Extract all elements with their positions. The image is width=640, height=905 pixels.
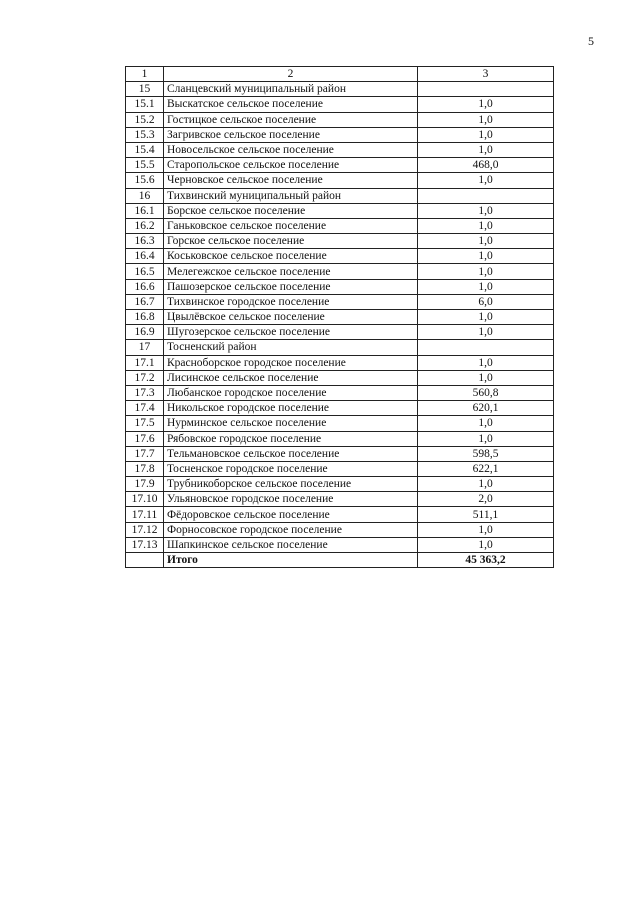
table-row bbox=[126, 127, 554, 142]
row-number: 17.11 bbox=[126, 507, 164, 522]
row-number: 15.6 bbox=[126, 173, 164, 188]
row-name: Горское сельское поселение bbox=[164, 234, 418, 249]
row-number: 16.1 bbox=[126, 203, 164, 218]
row-number: 15.2 bbox=[126, 112, 164, 127]
table-row bbox=[126, 446, 554, 461]
row-value: 511,1 bbox=[418, 507, 554, 522]
row-value: 1,0 bbox=[418, 249, 554, 264]
row-name: Красноборское городское поселение bbox=[164, 355, 418, 370]
total-row bbox=[126, 553, 554, 568]
row-value: 622,1 bbox=[418, 461, 554, 476]
row-number: 17.1 bbox=[126, 355, 164, 370]
row-value: 6,0 bbox=[418, 294, 554, 309]
row-value: 1,0 bbox=[418, 416, 554, 431]
table-row bbox=[126, 461, 554, 476]
table-header-row bbox=[126, 67, 554, 82]
row-name: Гостицкое сельское поселение bbox=[164, 112, 418, 127]
row-name: Лисинское сельское поселение bbox=[164, 370, 418, 385]
row-value: 560,8 bbox=[418, 385, 554, 400]
table-body bbox=[126, 67, 554, 568]
row-value: 1,0 bbox=[418, 537, 554, 552]
row-number: 16.8 bbox=[126, 310, 164, 325]
table-row bbox=[126, 355, 554, 370]
row-number: 17.7 bbox=[126, 446, 164, 461]
row-value: 1,0 bbox=[418, 522, 554, 537]
table-row bbox=[126, 310, 554, 325]
row-name: Черновское сельское поселение bbox=[164, 173, 418, 188]
row-number: 17.5 bbox=[126, 416, 164, 431]
row-name: Старопольское сельское поселение bbox=[164, 158, 418, 173]
table-row bbox=[126, 264, 554, 279]
row-value bbox=[418, 82, 554, 97]
row-number: 17.9 bbox=[126, 477, 164, 492]
row-value: 1,0 bbox=[418, 310, 554, 325]
row-number: 16.2 bbox=[126, 218, 164, 233]
table-row bbox=[126, 249, 554, 264]
allocation-table bbox=[125, 66, 554, 568]
row-value: 1,0 bbox=[418, 203, 554, 218]
table-row bbox=[126, 97, 554, 112]
table-row bbox=[126, 218, 554, 233]
total-number bbox=[126, 553, 164, 568]
row-number: 16.7 bbox=[126, 294, 164, 309]
row-name: Борское сельское поселение bbox=[164, 203, 418, 218]
row-number: 16.5 bbox=[126, 264, 164, 279]
row-value: 1,0 bbox=[418, 325, 554, 340]
page-number: 5 bbox=[588, 34, 594, 48]
row-value: 1,0 bbox=[418, 431, 554, 446]
row-name: Нурминское сельское поселение bbox=[164, 416, 418, 431]
row-name: Тосненское городское поселение bbox=[164, 461, 418, 476]
row-name: Любанское городское поселение bbox=[164, 385, 418, 400]
table-row bbox=[126, 325, 554, 340]
row-value: 598,5 bbox=[418, 446, 554, 461]
row-value: 1,0 bbox=[418, 279, 554, 294]
row-name: Пашозерское сельское поселение bbox=[164, 279, 418, 294]
row-number: 16 bbox=[126, 188, 164, 203]
row-name: Фёдоровское сельское поселение bbox=[164, 507, 418, 522]
column-header-2: 2 bbox=[164, 67, 418, 82]
row-value: 1,0 bbox=[418, 264, 554, 279]
row-number: 17.2 bbox=[126, 370, 164, 385]
row-number: 16.6 bbox=[126, 279, 164, 294]
total-value: 45 363,2 bbox=[418, 553, 554, 568]
row-value: 1,0 bbox=[418, 477, 554, 492]
table-row bbox=[126, 340, 554, 355]
table-row bbox=[126, 401, 554, 416]
table-row bbox=[126, 203, 554, 218]
row-name: Шапкинское сельское поселение bbox=[164, 537, 418, 552]
table-row bbox=[126, 537, 554, 552]
row-value: 1,0 bbox=[418, 218, 554, 233]
table-row bbox=[126, 507, 554, 522]
row-name: Новосельское сельское поселение bbox=[164, 142, 418, 157]
total-label: Итого bbox=[164, 553, 418, 568]
row-number: 15.1 bbox=[126, 97, 164, 112]
table-row bbox=[126, 188, 554, 203]
row-name: Трубникоборское сельское поселение bbox=[164, 477, 418, 492]
table-row bbox=[126, 492, 554, 507]
row-number: 16.3 bbox=[126, 234, 164, 249]
table-row bbox=[126, 173, 554, 188]
row-number: 17.4 bbox=[126, 401, 164, 416]
table-row bbox=[126, 82, 554, 97]
row-value bbox=[418, 340, 554, 355]
row-number: 15.3 bbox=[126, 127, 164, 142]
table-row bbox=[126, 477, 554, 492]
row-name: Коськовское сельское поселение bbox=[164, 249, 418, 264]
row-value: 1,0 bbox=[418, 234, 554, 249]
row-name: Тихвинский муниципальный район bbox=[164, 188, 418, 203]
row-name: Ганьковское сельское поселение bbox=[164, 218, 418, 233]
row-number: 17.6 bbox=[126, 431, 164, 446]
row-name: Выскатское сельское поселение bbox=[164, 97, 418, 112]
row-value: 620,1 bbox=[418, 401, 554, 416]
row-value: 468,0 bbox=[418, 158, 554, 173]
table-row bbox=[126, 234, 554, 249]
row-value: 1,0 bbox=[418, 370, 554, 385]
row-name: Цвылёвское сельское поселение bbox=[164, 310, 418, 325]
table-row bbox=[126, 158, 554, 173]
row-value: 1,0 bbox=[418, 127, 554, 142]
row-name: Мелегежское сельское поселение bbox=[164, 264, 418, 279]
column-header-3: 3 bbox=[418, 67, 554, 82]
table-row bbox=[126, 142, 554, 157]
row-number: 17.8 bbox=[126, 461, 164, 476]
row-name: Шугозерское сельское поселение bbox=[164, 325, 418, 340]
row-number: 17 bbox=[126, 340, 164, 355]
table-row bbox=[126, 294, 554, 309]
row-name: Никольское городское поселение bbox=[164, 401, 418, 416]
row-number: 17.12 bbox=[126, 522, 164, 537]
table-row bbox=[126, 279, 554, 294]
row-name: Тосненский район bbox=[164, 340, 418, 355]
row-number: 15.5 bbox=[126, 158, 164, 173]
row-value: 2,0 bbox=[418, 492, 554, 507]
row-number: 16.4 bbox=[126, 249, 164, 264]
row-name: Форносовское городское поселение bbox=[164, 522, 418, 537]
row-value bbox=[418, 188, 554, 203]
table-row bbox=[126, 385, 554, 400]
row-name: Тельмановское сельское поселение bbox=[164, 446, 418, 461]
row-name: Загривское сельское поселение bbox=[164, 127, 418, 142]
row-number: 15.4 bbox=[126, 142, 164, 157]
row-number: 17.13 bbox=[126, 537, 164, 552]
row-number: 16.9 bbox=[126, 325, 164, 340]
row-value: 1,0 bbox=[418, 173, 554, 188]
row-value: 1,0 bbox=[418, 97, 554, 112]
row-number: 17.3 bbox=[126, 385, 164, 400]
row-value: 1,0 bbox=[418, 142, 554, 157]
table-row bbox=[126, 112, 554, 127]
row-name: Рябовское городское поселение bbox=[164, 431, 418, 446]
table-row bbox=[126, 416, 554, 431]
row-number: 15 bbox=[126, 82, 164, 97]
row-name: Тихвинское городское поселение bbox=[164, 294, 418, 309]
table-row bbox=[126, 431, 554, 446]
column-header-1: 1 bbox=[126, 67, 164, 82]
row-number: 17.10 bbox=[126, 492, 164, 507]
row-name: Сланцевский муниципальный район bbox=[164, 82, 418, 97]
table-row bbox=[126, 522, 554, 537]
row-value: 1,0 bbox=[418, 355, 554, 370]
row-value: 1,0 bbox=[418, 112, 554, 127]
row-name: Ульяновское городское поселение bbox=[164, 492, 418, 507]
table-row bbox=[126, 370, 554, 385]
